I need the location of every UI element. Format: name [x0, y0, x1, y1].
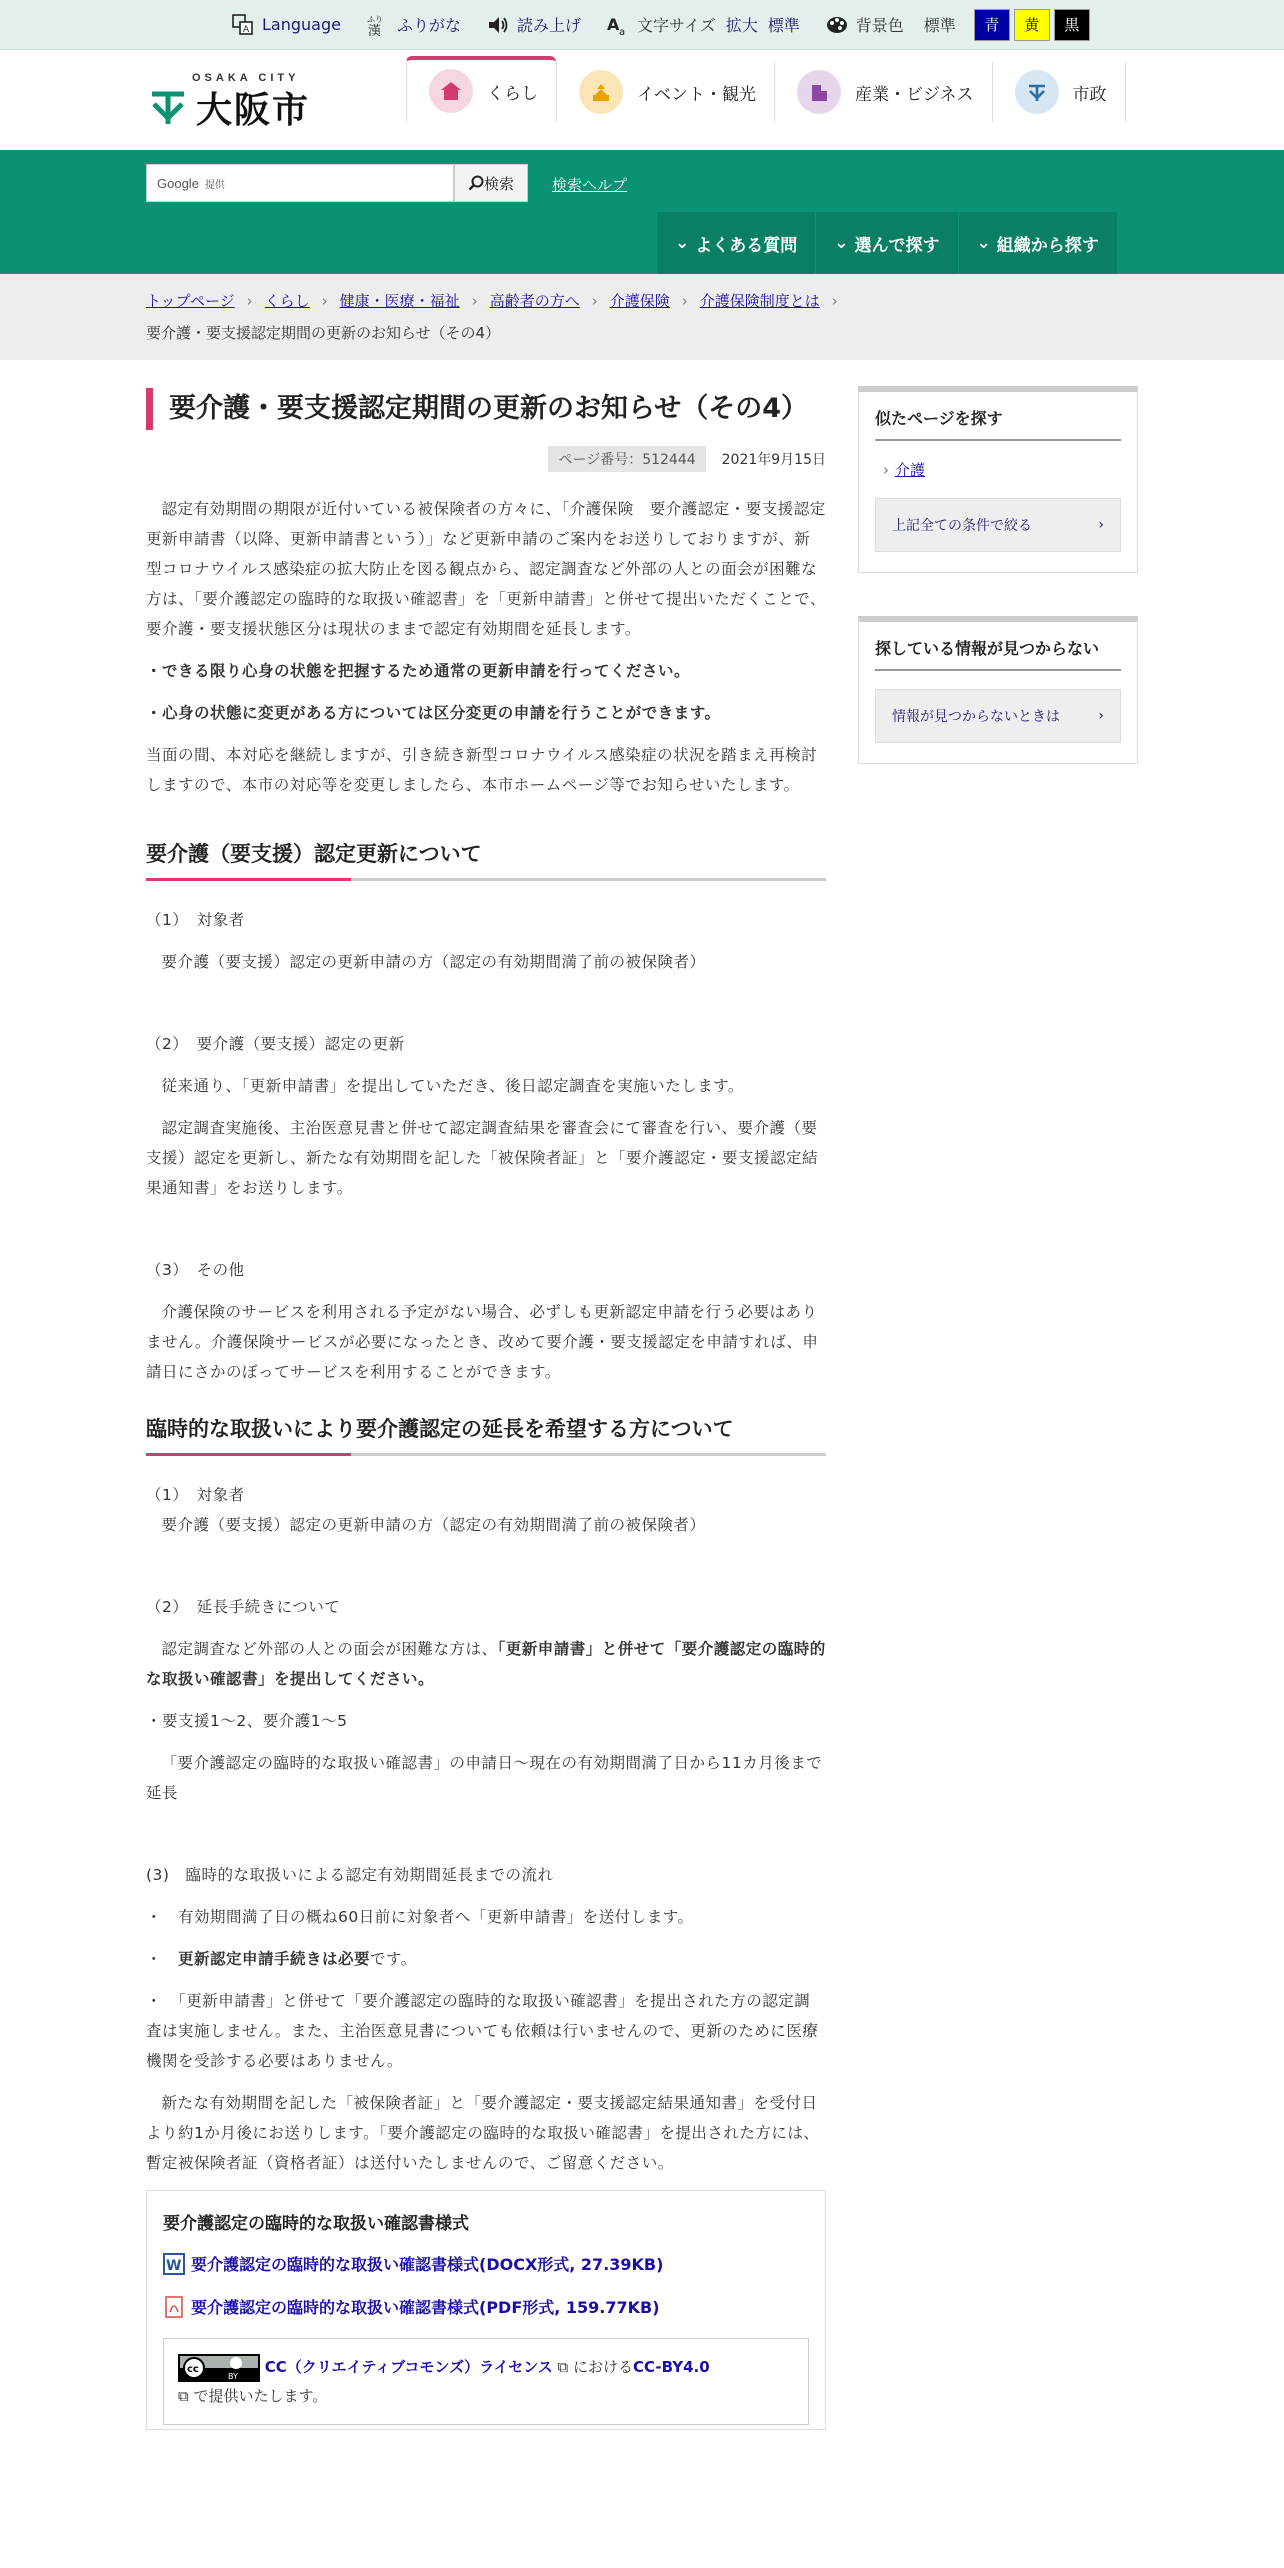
section-heading: 要介護（要支援）認定更新について [146, 838, 826, 881]
body-text: ・要支援1～2、要介護1～5 [146, 1712, 348, 1730]
subsection-title: （1） 対象者 [146, 1486, 245, 1504]
site-search [146, 164, 528, 202]
breadcrumb-link[interactable]: 介護保険 [609, 292, 670, 310]
breadcrumb-link[interactable]: トップページ [146, 292, 235, 310]
search-icon [468, 175, 484, 191]
osaka-emblem-icon [148, 86, 188, 126]
section-heading: 臨時的な取扱いにより要介護認定の延長を希望する方について [146, 1413, 826, 1456]
not-found-button[interactable]: 情報が見つからないときは › [875, 689, 1121, 743]
page-title-wrap [146, 388, 826, 430]
gnav-event[interactable]: イベント・観光 [556, 62, 774, 122]
subsection-title: (3) 臨時的な取扱いによる認定有効期間延長までの流れ [146, 1866, 554, 1884]
chevron-down-icon: ⌄ [675, 233, 690, 253]
svg-text:a: a [619, 26, 626, 36]
svg-text:BY: BY [228, 2371, 238, 2381]
chevron-right-icon: › [1098, 708, 1104, 724]
svg-text:cc: cc [187, 2363, 199, 2375]
search-band [0, 150, 1284, 274]
similar-link-kaigo[interactable]: 介護 [895, 461, 926, 479]
breadcrumb-link[interactable]: 高齢者の方へ [489, 292, 580, 310]
pdf-icon [163, 2296, 185, 2318]
chevron-right-icon: › [591, 292, 598, 310]
similar-pages-heading: 似たページを探す [875, 406, 1121, 441]
speaker-icon [487, 15, 509, 35]
page-meta [146, 446, 826, 472]
gnav-business[interactable]: 産業・ビジネス [774, 62, 992, 122]
font-standard-button[interactable]: 標準 [767, 16, 800, 35]
subnav-faq[interactable]: ⌄ よくある質問 [656, 212, 815, 274]
chevron-down-icon: ⌄ [834, 233, 849, 253]
chevron-right-icon: › [246, 292, 253, 310]
font-size-icon [607, 14, 629, 36]
body-text: 認定調査実施後、主治医意見書と併せて認定調査結果を審査会にて審査を行い、要介護（要支援）認定を更新し、新たな有効期間を記した「被保険者証」と「要介護認定・要支援認定結果通知書」をお送りします。 [146, 1119, 819, 1197]
sidebar [858, 386, 1138, 573]
bullet-text: ・ 有効期間満了日の概ね60日前に対象者へ「更新申請書」を送付します。 [146, 1908, 694, 1926]
svg-text:A: A [243, 24, 250, 35]
font-size-control: A a 文字サイズ 拡大 標準 [607, 14, 800, 36]
search-help-link[interactable]: 検索ヘルプ [552, 176, 628, 194]
breadcrumb-current: 要介護・要支援認定期間の更新のお知らせ（その4） [146, 324, 501, 342]
not-found-heading: 探している情報が見つからない [875, 636, 1121, 671]
similar-pages-box [858, 386, 1138, 573]
license-box: cc BY CC（クリエイティブコモンズ）ライセンス ⧉ におけるCC-BY4.0 ⧉ で提供いたします。 [163, 2338, 809, 2425]
language-icon [232, 14, 254, 36]
chevron-right-icon: › [471, 292, 478, 310]
bg-black-button[interactable]: 黒 [1054, 9, 1090, 41]
global-nav [406, 62, 1126, 122]
bg-standard-button[interactable]: 標準 [923, 16, 956, 35]
subnav-organization[interactable]: ⌄ 組織から探す [958, 212, 1117, 274]
external-link-icon: ⧉ [178, 2386, 189, 2405]
not-found-box [858, 616, 1138, 764]
download-item [163, 2295, 809, 2318]
body-text: 「要介護認定の臨時的な取扱い確認書」の申請日～現在の有効期間満了日から11カ月後まで延長 [146, 1754, 823, 1802]
svg-text:漢: 漢 [367, 23, 381, 36]
subsection-title: （3） その他 [146, 1261, 245, 1279]
main-content [146, 388, 826, 2430]
download-heading: 要介護認定の臨時的な取扱い確認書様式 [163, 2214, 469, 2234]
subsection-title: （2） 延長手続きについて [146, 1598, 341, 1616]
search-input[interactable]: Google 提供 [146, 164, 454, 202]
svg-text:A: A [607, 14, 620, 34]
external-link-icon: ⧉ [557, 2358, 569, 2376]
page-date: 2021年9月15日 [721, 452, 826, 468]
gnav-kurashi[interactable]: くらし [406, 56, 556, 122]
filter-all-button[interactable]: 上記全ての条件で絞る › [875, 498, 1121, 552]
background-color-control: 背景色 標準 青 黄 黒 [826, 9, 1090, 41]
cc-license-link[interactable]: CC（クリエイティブコモンズ）ライセンス [264, 2358, 553, 2376]
sidebar [858, 616, 1138, 764]
language-link[interactable]: A Language [232, 14, 341, 36]
page-title: 要介護・要支援認定期間の更新のお知らせ（その4） [169, 393, 808, 424]
chevron-right-icon: › [883, 461, 889, 479]
notice-paragraph: 当面の間、本対応を継続しますが、引き続き新型コロナウイルス感染症の状況を踏まえ再検討しますので、本市の対応等を変更しましたら、本市ホームページ等でお知らせいたします。 [146, 746, 818, 794]
subnav-choose[interactable]: ⌄ 選んで探す [815, 212, 957, 274]
font-enlarge-button[interactable]: 拡大 [725, 16, 758, 35]
breadcrumb-link[interactable]: 介護保険制度とは [699, 292, 820, 310]
subsection-title: （1） 対象者 [146, 911, 245, 929]
sub-nav [656, 212, 1117, 274]
building-icon [797, 70, 841, 114]
page-number: ページ番号：512444 [548, 446, 705, 472]
castle-icon [579, 70, 623, 114]
body-text: 新たな有効期間を記した「被保険者証」と「要介護認定・要支援認定結果通知書」を受付日より約1か月後にお送りします。「要介護認定の臨時的な取扱い確認書」を提出された方には、暫定被保険者証（資格者証）は送付いたしませんので、ご留意ください。 [146, 2094, 820, 2172]
search-button[interactable]: 検索 [454, 164, 528, 202]
site-header [0, 50, 1284, 150]
chevron-right-icon: › [1098, 517, 1104, 533]
svg-text:W: W [166, 2257, 182, 2274]
chevron-down-icon: ⌄ [976, 233, 991, 253]
download-item [163, 2252, 809, 2275]
svg-text:ふり: ふり [366, 14, 383, 24]
subsection-title: （2） 要介護（要支援）認定の更新 [146, 1035, 405, 1053]
download-box [146, 2190, 826, 2430]
read-aloud-link[interactable]: 読み上げ [487, 13, 581, 36]
breadcrumb-link[interactable]: くらし [264, 292, 310, 310]
docx-download-link[interactable]: 要介護認定の臨時的な取扱い確認書様式(DOCX形式, 27.39KB) [191, 2255, 664, 2274]
chevron-right-icon: › [831, 292, 838, 310]
notice-bold-2: ・心身の状態に変更がある方については区分変更の申請を行うことができます。 [146, 704, 721, 722]
body-text: 要介護（要支援）認定の更新申請の方（認定の有効期間満了前の被保険者） [161, 953, 706, 971]
word-icon [163, 2253, 185, 2275]
chevron-right-icon: › [681, 292, 688, 310]
body-text: 要介護（要支援）認定の更新申請の方（認定の有効期間満了前の被保険者） [161, 1516, 706, 1534]
palette-icon [826, 15, 848, 35]
bg-yellow-button[interactable]: 黄 [1014, 9, 1050, 41]
bullet-text: ・ 「更新申請書」と併せて「要介護認定の臨時的な取扱い確認書」を提出された方の認定調査は実施しません。また、主治医意見書についても依頼は行いませんので、更新のために医療機関を受診する必要はありません。 [146, 1992, 819, 2070]
utility-bar [0, 0, 1284, 50]
breadcrumb-link[interactable]: 健康・医療・福祉 [339, 292, 460, 310]
bullet-text: ・ 更新認定申請手続きは必要です。 [146, 1950, 417, 1968]
gnav-shisei[interactable]: 市政 [992, 62, 1126, 122]
chevron-right-icon: › [321, 292, 328, 310]
similar-link-item [883, 459, 1121, 480]
cc-by-link[interactable]: CC-BY4.0 [633, 2358, 710, 2376]
intro-paragraph: 認定有効期間の期限が近付いている被保険者の方々に、「介護保険 要介護認定・要支援認定更新申請書（以降、更新申請書という）」など更新申請のご案内をお送りしておりますが、新型コロナウイルス感染症の拡大防止を図る観点から、認定調査など外部の人との面会が困難な方は、「要介護認定の臨時的な取扱い確認書」を「更新申請書」と併せて提出いただくことで、要介護・要支援状態区分は現状のままで認定有効期間を延長します。 [146, 500, 826, 638]
body-text: 介護保険のサービスを利用される予定がない場合、必ずしも更新認定申請を行う必要はありません。介護保険サービスが必要になったとき、改めて要介護・要支援認定を申請すれば、申請日にさかのぼってサービスを利用することができます。 [146, 1303, 819, 1381]
notice-bold-1: ・できる限り心身の状態を把握するため通常の更新申請を行ってください。 [146, 662, 691, 680]
house-icon [429, 69, 473, 113]
cc-by-badge-icon [178, 2354, 260, 2382]
breadcrumb [0, 274, 1284, 360]
bg-blue-button[interactable]: 青 [974, 9, 1010, 41]
city-emblem-icon [1015, 70, 1059, 114]
pdf-download-link[interactable]: 要介護認定の臨時的な取扱い確認書様式(PDF形式, 159.77KB) [191, 2298, 660, 2317]
body-text: 従来通り、「更新申請書」を提出していただき、後日認定調査を実施いたします。 [161, 1077, 744, 1095]
furigana-link[interactable]: ふり 漢 ふりがな [367, 13, 461, 36]
site-logo[interactable]: OSAKA CITY 大阪市 [148, 72, 338, 132]
body-text: 認定調査など外部の人との面会が困難な方は、「更新申請書」と併せて「要介護認定の臨時的な取扱い確認書」を提出してください。 [146, 1640, 826, 1688]
furigana-icon [367, 14, 389, 36]
